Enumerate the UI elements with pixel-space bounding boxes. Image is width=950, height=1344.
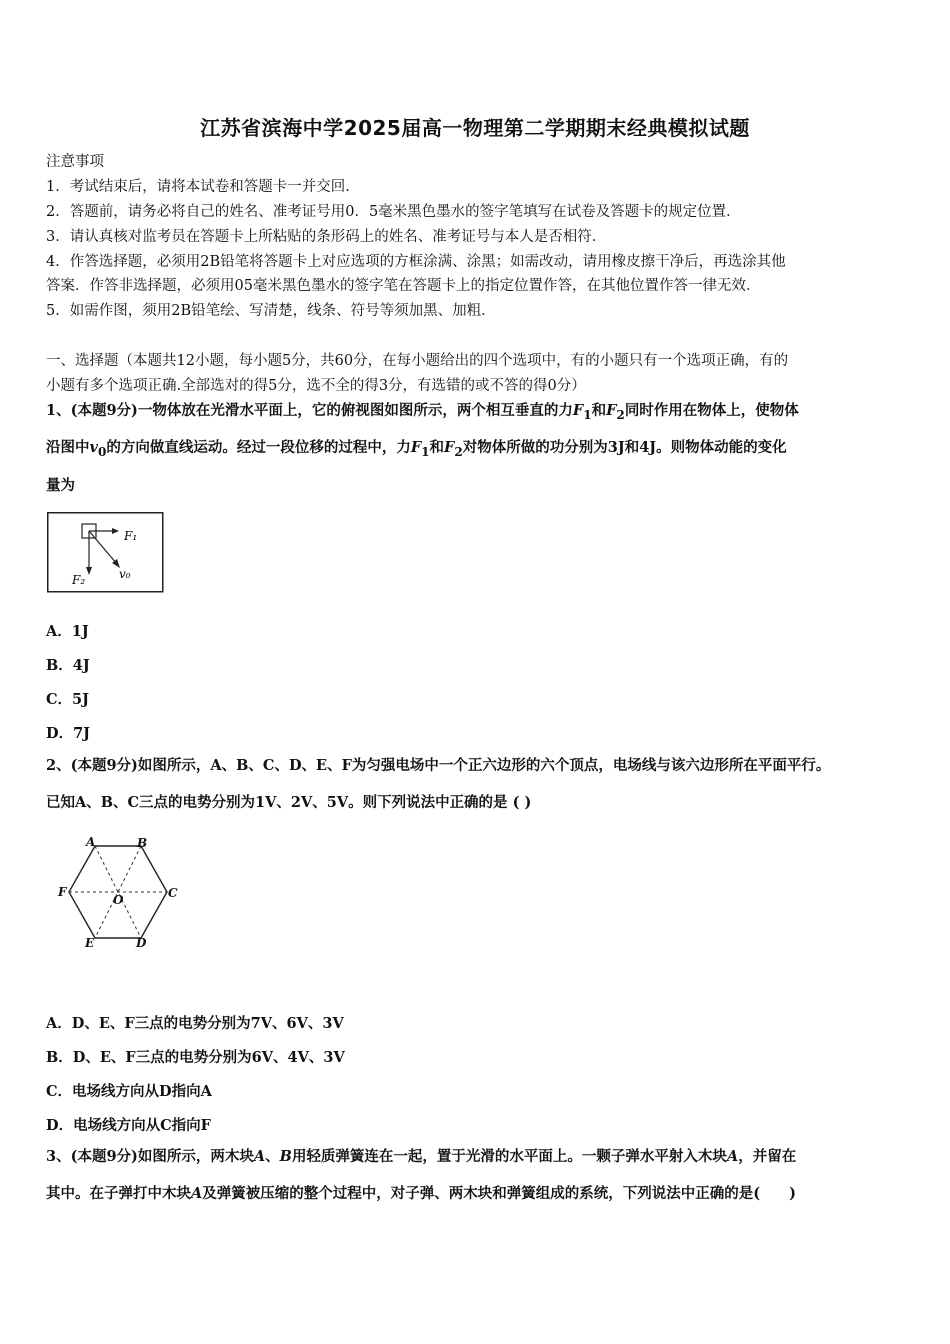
question-3-text: 其中。在子弹打中木块A及弹簧被压缩的整个过程中，对子弹、两木块和弹簧组成的系统，下列说法中正确的是( ): [46, 1185, 796, 1202]
vertex-a-label: A: [86, 835, 96, 849]
question-1-text: 沿图中$v_0$的方向做直线运动。经过一段位移的过程中，力$F_1$和$F_2$对物体所做的功分别为3J和4J。则物体动能的变化: [46, 439, 787, 459]
option-a: A．1J: [46, 623, 89, 640]
notice-item: 5．如需作图，须用2B铅笔绘、写清楚，线条、符号等须加黑、加粗．: [46, 303, 496, 319]
question-2-hexagon-figure: [55, 834, 185, 952]
vertex-d-label: D: [136, 936, 147, 950]
option-d: D．7J: [46, 725, 91, 742]
center-o-label: O: [113, 893, 124, 907]
section-instructions: 一、选择题（本题共12小题，每小题5分，共60分，在每小题给出的四个选项中，有的小题只有一个选项正确，有的: [46, 353, 789, 369]
vertex-f-label: F: [58, 885, 67, 899]
label-f2: F₂: [72, 573, 86, 587]
question-2-text: 已知A、B、C三点的电势分别为1V、2V、5V。则下列说法中正确的是 ( ): [46, 794, 532, 811]
question-3-text: 3、(本题9分)如图所示，两木块A、B用轻质弹簧连在一起，置于光滑的水平面上。一颗子弹水平射入木块A，并留在: [46, 1148, 797, 1165]
notice-item: 4．作答选择题，必须用2B铅笔将答题卡上对应选项的方框涂满、涂黑；如需改动，请用橡皮擦干净后，再选涂其他: [46, 254, 786, 270]
option-b: B．D、E、F三点的电势分别为6V、4V、3V: [46, 1049, 345, 1066]
option-c: C．5J: [46, 691, 89, 708]
label-v0: v₀: [119, 567, 131, 581]
question-1-text: 1、(本题9分)一物体放在光滑水平面上，它的俯视图如图所示，两个相互垂直的力$F_1$和$F_2$同时作用在物体上，使物体: [46, 402, 799, 422]
vertex-e-label: E: [85, 936, 95, 950]
question-2-text: 2、(本题9分)如图所示，A、B、C、D、E、F为匀强电场中一个正六边形的六个顶点，电场线与该六边形所在平面平行。: [46, 757, 831, 774]
option-d: D．电场线方向从C指向F: [46, 1117, 211, 1134]
vertex-c-label: C: [168, 886, 178, 900]
option-a: A．D、E、F三点的电势分别为7V、6V、3V: [46, 1015, 344, 1032]
question-1-figure: [47, 512, 165, 594]
notice-item: 2．答题前，请务必将自己的姓名、准考证号用0．5毫米黑色墨水的签字笔填写在试卷及答题卡的规定位置．: [46, 204, 741, 220]
notice-item: 答案．作答非选择题，必须用05毫米黑色墨水的签字笔在答题卡上的指定位置作答，在其他位置作答一律无效．: [46, 278, 761, 294]
section-instructions: 小题有多个选项正确.全部选对的得5分，选不全的得3分，有选错的或不答的得0分）: [46, 378, 586, 394]
label-f1: F₁: [124, 529, 138, 543]
vertex-b-label: B: [137, 836, 148, 850]
question-1-text: 量为: [46, 477, 75, 494]
notice-item: 1．考试结束后，请将本试卷和答题卡一并交回．: [46, 179, 360, 195]
notice-heading: 注意事项: [46, 154, 104, 170]
page-title: 江苏省滨海中学2025届高一物理第二学期期末经典模拟试题: [200, 116, 750, 140]
option-c: C．电场线方向从D指向A: [46, 1083, 212, 1100]
option-b: B．4J: [46, 657, 90, 674]
notice-item: 3．请认真核对监考员在答题卡上所粘贴的条形码上的姓名、准考证号与本人是否相符．: [46, 229, 607, 245]
